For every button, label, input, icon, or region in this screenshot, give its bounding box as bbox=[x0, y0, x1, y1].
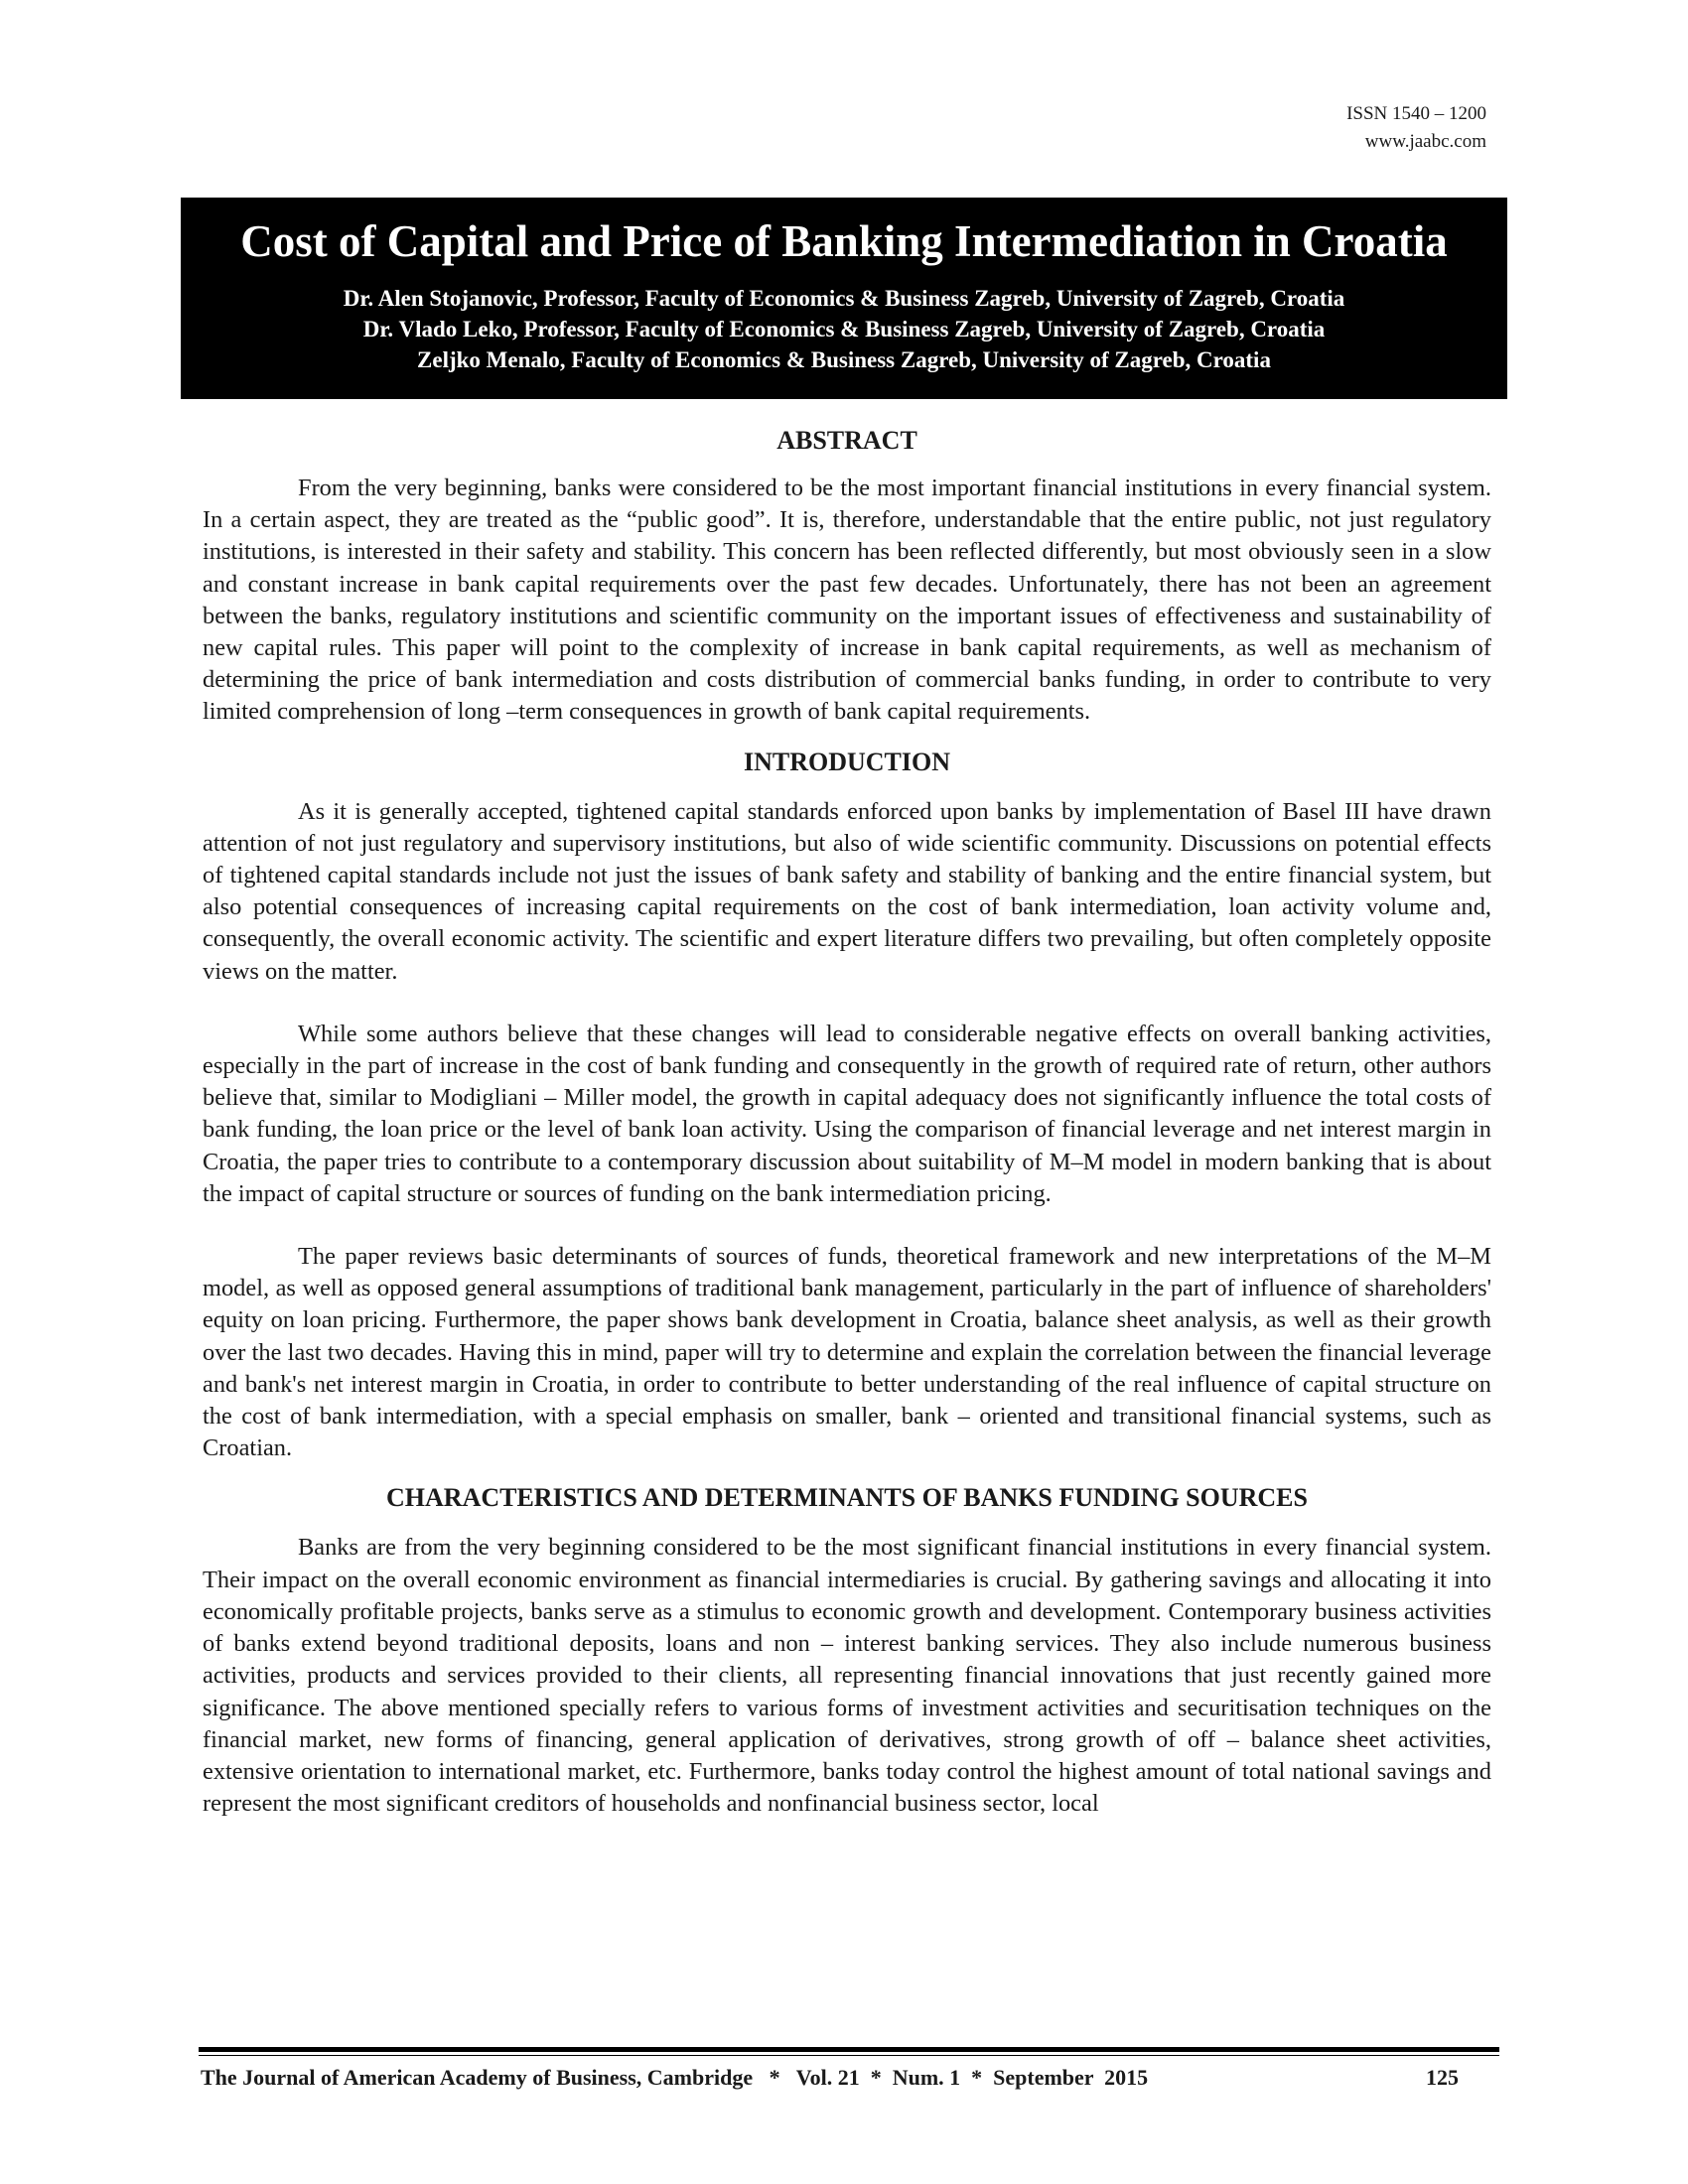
issn-number: ISSN 1540 – 1200 bbox=[1346, 103, 1486, 124]
author-line: Dr. Alen Stojanovic, Professor, Faculty of Economics & Business Zagreb, University of Zagreb, Croatia bbox=[343, 286, 1345, 311]
journal-citation: The Journal of American Academy of Business, Cambridge * Vol. 21 * Num. 1 * September 2015 bbox=[201, 2065, 1149, 2090]
abstract-text: From the very beginning, banks were considered to be the most important financial institutions in every financial system. In a certain aspect, they are treated as the “public good”. It is, therefore, understandable that the entire public, not just regulatory institutions, is interested in their safety and stability. This concern has been reflected differently, but most obviously seen in a slow and constant increase in bank capital requirements over the past few decades. Unfortunately, there has not been an agreement between the banks, regulatory institutions and scientific community on the important issues of effectiveness and sustainability of new capital rules. This paper will point to the complexity of increase in bank capital requirements, as well as mechanism of determining the price of bank intermediation and costs distribution of commercial banks funding, in order to contribute to very limited comprehension of long –term consequences in growth of bank capital requirements. bbox=[203, 475, 1491, 726]
abstract-heading: ABSTRACT bbox=[776, 426, 917, 455]
page-footer bbox=[201, 2063, 1472, 2093]
characteristics-paragraph: Banks are from the very beginning considered to be the most significant financial institutions in every financial system. Their impact on the overall economic environment as financial intermediaries is crucial. By gathering savings and allocating it into economically profitable projects, banks serve as a stimulus to economic growth and development. Contemporary business activities of banks extend beyond traditional deposits, loans and non – interest banking services. They also include numerous business activities, products and services provided to their clients, all representing financial innovations that just recently gained more significance. The above mentioned specially refers to various forms of investment activities and securitisation techniques on the financial market, new forms of financing, general application of derivatives, strong growth of off – balance sheet activities, extensive orientation to international market, etc. Furthermore, banks today control the highest amount of total national savings and represent the most significant creditors of households and nonfinancial business sector, local bbox=[203, 1534, 1491, 1818]
issn-header bbox=[1346, 100, 1486, 156]
intro-paragraph: While some authors believe that these changes will lead to considerable negative effects on overall banking activities, especially in the part of increase in the cost of bank funding and consequently in the growth of required rate of return, other authors believe that, similar to Modigliani – Miller model, the growth in capital adequacy does not significantly influence the total costs of bank funding, the loan price or the level of bank loan activity. Using the comparison of financial leverage and net interest margin in Croatia, the paper tries to contribute to a contemporary discussion about suitability of M–M model in modern banking that is about the impact of capital structure or sources of funding on the bank intermediation pricing. bbox=[203, 1020, 1491, 1207]
author-line: Dr. Vlado Leko, Professor, Faculty of Economics & Business Zagreb, University of Zagreb, Croatia bbox=[362, 317, 1326, 341]
page-number: 125 bbox=[1426, 2065, 1459, 2090]
footer-rule-thin bbox=[199, 2055, 1499, 2056]
footer-rule bbox=[199, 2047, 1499, 2052]
paper-body bbox=[203, 425, 1491, 1820]
characteristics-heading: CHARACTERISTICS AND DETERMINANTS OF BANKS FUNDING SOURCES bbox=[386, 1483, 1308, 1513]
journal-website: www.jaabc.com bbox=[1364, 131, 1486, 152]
intro-paragraph: As it is generally accepted, tightened capital standards enforced upon banks by implementation of Basel III have drawn attention of not just regulatory and supervisory institutions, but also of wide scientific community. Discussions on potential effects of tightened capital standards include not just the issues of bank safety and stability of banking and the entire financial system, but also potential consequences of increasing capital requirements on the cost of bank intermediation, loan activity volume and, consequently, the overall economic activity. The scientific and expert literature differs two prevailing, but often completely opposite views on the matter. bbox=[203, 797, 1491, 985]
author-line: Zeljko Menalo, Faculty of Economics & Business Zagreb, University of Zagreb, Croatia bbox=[417, 347, 1271, 372]
author-list bbox=[181, 283, 1507, 375]
title-banner bbox=[181, 198, 1507, 399]
intro-paragraph: The paper reviews basic determinants of sources of funds, theoretical framework and new interpretations of the M–M model, as well as opposed general assumptions of traditional bank management, particularly in the part of influence of shareholders' equity on loan pricing. Furthermore, the paper shows bank development in Croatia, balance sheet analysis, as well as their growth over the last two decades. Having this in mind, paper will try to determine and explain the correlation between the financial leverage and bank's net interest margin in Croatia, in order to contribute to better understanding of the real influence of capital structure on the cost of bank intermediation, with a special emphasis on smaller, bank – oriented and transitional financial systems, such as Croatian. bbox=[203, 1243, 1491, 1462]
introduction-heading: INTRODUCTION bbox=[743, 747, 951, 776]
paper-title: Cost of Capital and Price of Banking Intermediation in Croatia bbox=[240, 216, 1448, 266]
